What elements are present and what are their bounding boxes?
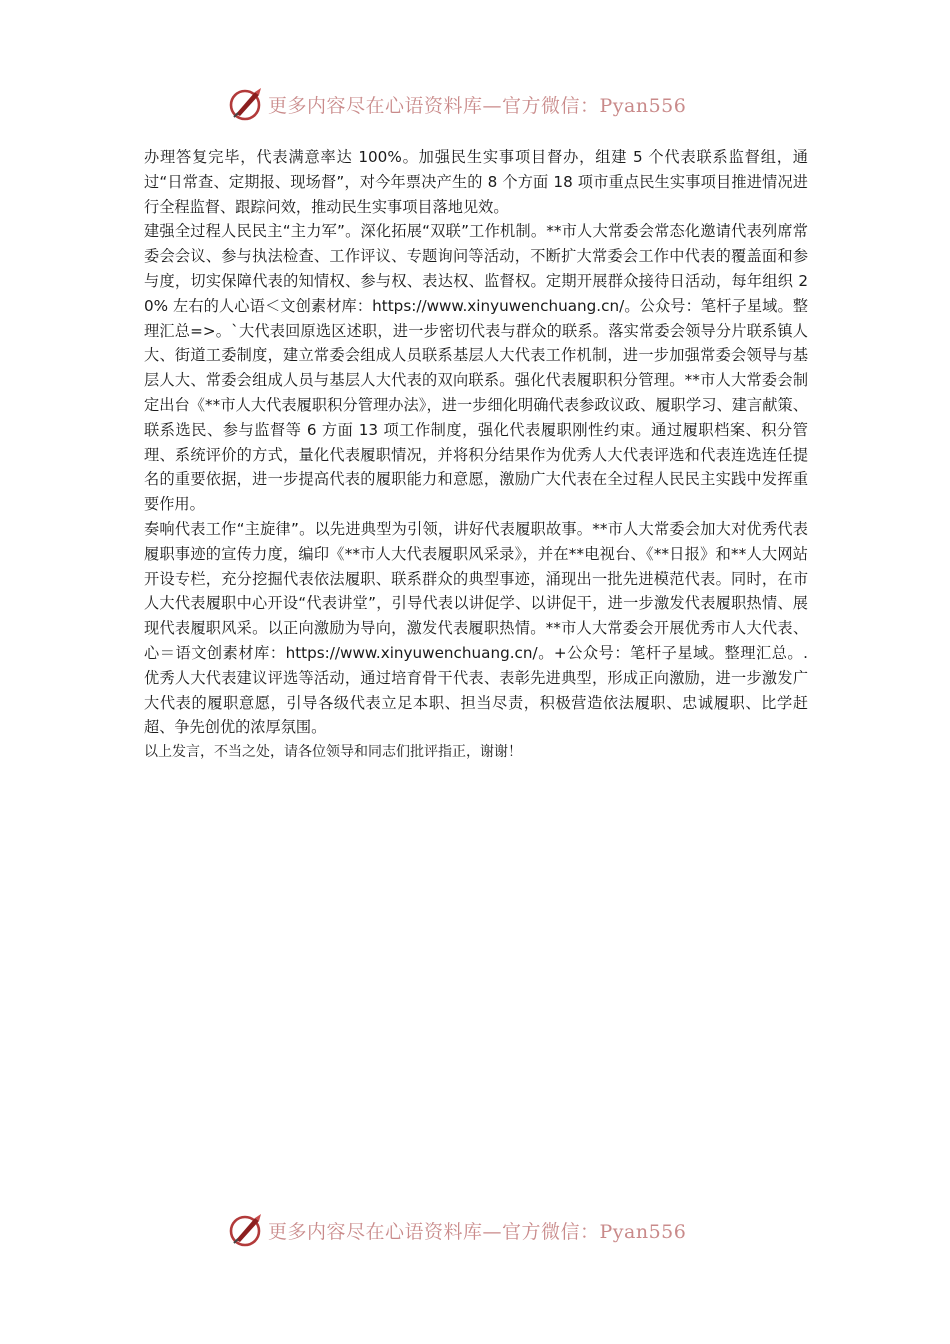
- quill-pen-logo-icon: [228, 1212, 264, 1248]
- header-banner: [228, 84, 748, 124]
- closing-remark: 以上发言，不当之处，请各位领导和同志们批评指正，谢谢！: [144, 744, 522, 761]
- document-body: [144, 145, 808, 764]
- footer-banner: [228, 1210, 748, 1250]
- footer-banner-text: 更多内容尽在心语资料库—官方微信：Pyan556: [268, 1220, 687, 1243]
- body-paragraph: 办理答复完毕，代表满意率达 100%。加强民生实事项目督办，组建 5 个代表联系监督组，通过“日常查、定期报、现场督”，对今年票决产生的 8 个方面 18 项市重点民生实事项目推进情况进行全程监督、跟踪问效，推动民生实事项目落地见效。: [144, 148, 808, 216]
- header-banner-text: 更多内容尽在心语资料库—官方微信：Pyan556: [268, 94, 687, 117]
- quill-pen-logo-icon: [228, 86, 264, 122]
- body-paragraph: 奏响代表工作“主旋律”。以先进典型为引领，讲好代表履职故事。**市人大常委会加大对优秀代表履职事迹的宣传力度，编印《**市人大代表履职风采录》，并在**电视台、《**日报》和**人大网站开设专栏，充分挖掘代表依法履职、联系群众的典型事迹，涌现出一批先进模范代表。同时，在市人大代表履职中心开设“代表讲堂”，引导代表以讲促学、以讲促干，进一步激发代表履职热情、展现代表履职风采。以正向激励为导向，激发代表履职热情。**市人大常委会开展优秀市人大代表、心＝语文创素材库：https://www.xinyuwenchuang.cn/。+公众号：笔杆子星域。整理汇总。.优秀人大代表建议评选等活动，通过培育骨干代表、表彰先进典型，形成正向激励，进一步激发广大代表的履职意愿，引导各级代表立足本职、担当尽责，积极营造依法履职、忠诚履职、比学赶超、争先创优的浓厚氛围。: [144, 519, 808, 737]
- body-paragraph: 建强全过程人民民主“主力军”。深化拓展“双联”工作机制。**市人大常委会常态化邀请代表列席常委会会议、参与执法检查、工作评议、专题询问等活动，不断扩大常委会工作中代表的覆盖面和参与度，切实保障代表的知情权、参与权、表达权、监督权。定期开展群众接待日活动，每年组织 20% 左右的人心语＜文创素材库：https://www.xinyuwenchuang.cn/。公众号：笔杆子星域。整理汇总=>。`大代表回原选区述职，进一步密切代表与群众的联系。落实常委会领导分片联系镇人大、街道工委制度，建立常委会组成人员联系基层人大代表工作机制，进一步加强常委会领导与基层人大、常委会组成人员与基层人大代表的双向联系。强化代表履职积分管理。**市人大常委会制定出台《**市人大代表履职积分管理办法》，进一步细化明确代表参政议政、履职学习、建言献策、联系选民、参与监督等 6 方面 13 项工作制度，强化代表履职刚性约束。通过履职档案、积分管理、系统评价的方式，量化代表履职情况，并将积分结果作为优秀人大代表评选和代表连选连任提名的重要依据，进一步提高代表的履职能力和意愿，激励广大代表在全过程人民民主实践中发挥重要作用。: [144, 222, 808, 514]
